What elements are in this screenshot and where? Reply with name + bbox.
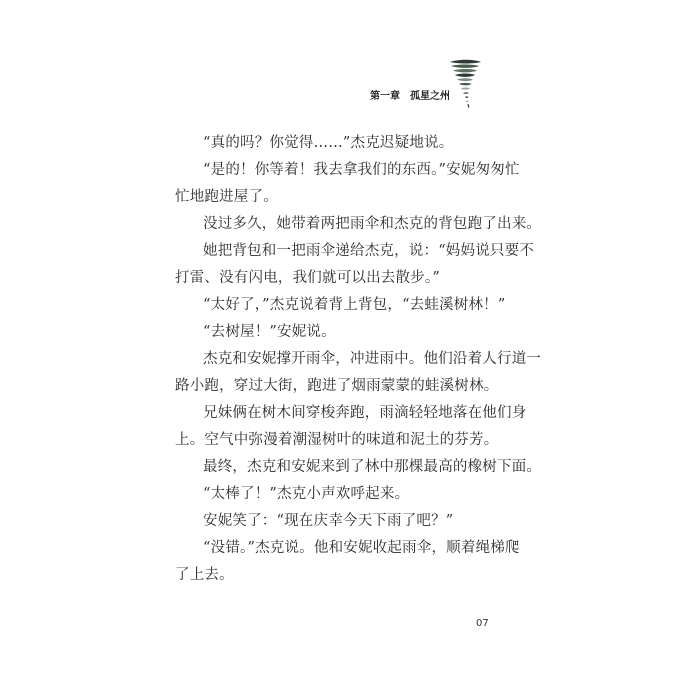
text-line: 了上去。 (175, 567, 234, 583)
text-line: “没错。”杰克说。他和安妮收起雨伞，顺着绳梯爬 (203, 540, 520, 556)
text-line: 路小跑，穿过大街，跑进了烟雨蒙蒙的蛙溪树林。 (175, 378, 499, 394)
text-line: 没过多久，她带着两把雨伞和杰克的背包跑了出来。 (203, 216, 542, 232)
text-line: “去树屋！”安妮说。 (203, 324, 336, 340)
text-line: 打雷、没有闪电，我们就可以出去散步。” (175, 270, 440, 286)
text-line: “太好了，”杰克说着背上背包，“去蛙溪树林！” (203, 297, 506, 313)
text-line: 忙地跑进屋了。 (175, 189, 278, 205)
text-line: “是的！你等着！我去拿我们的东西。”安妮匆匆忙 (203, 162, 520, 178)
body-text (175, 130, 542, 589)
text-line: “真的吗？你觉得……”杰克迟疑地说。 (203, 135, 454, 151)
text-line: 她把背包和一把雨伞递给杰克，说：“妈妈说只要不 (203, 243, 535, 259)
running-header (370, 86, 450, 102)
text-line: 上。空气中弥漫着潮湿树叶的味道和泥土的芬芳。 (175, 432, 499, 448)
chapter-title: 孤星之州 (410, 90, 450, 102)
tornado-icon (448, 58, 482, 108)
text-line: 兄妹俩在树木间穿梭奔跑，雨滴轻轻地落在他们身 (203, 405, 527, 421)
text-line: 最终，杰克和安妮来到了林中那棵最高的橡树下面。 (203, 459, 542, 475)
text-line: “太棒了！”杰克小声欢呼起来。 (203, 486, 410, 502)
text-line: 安妮笑了：“现在庆幸今天下雨了吧？” (203, 513, 454, 529)
page-number: 07 (476, 618, 489, 629)
text-line: 杰克和安妮撑开雨伞，冲进雨中。他们沿着人行道一 (203, 351, 542, 367)
chapter-number: 第一章 (370, 90, 400, 102)
